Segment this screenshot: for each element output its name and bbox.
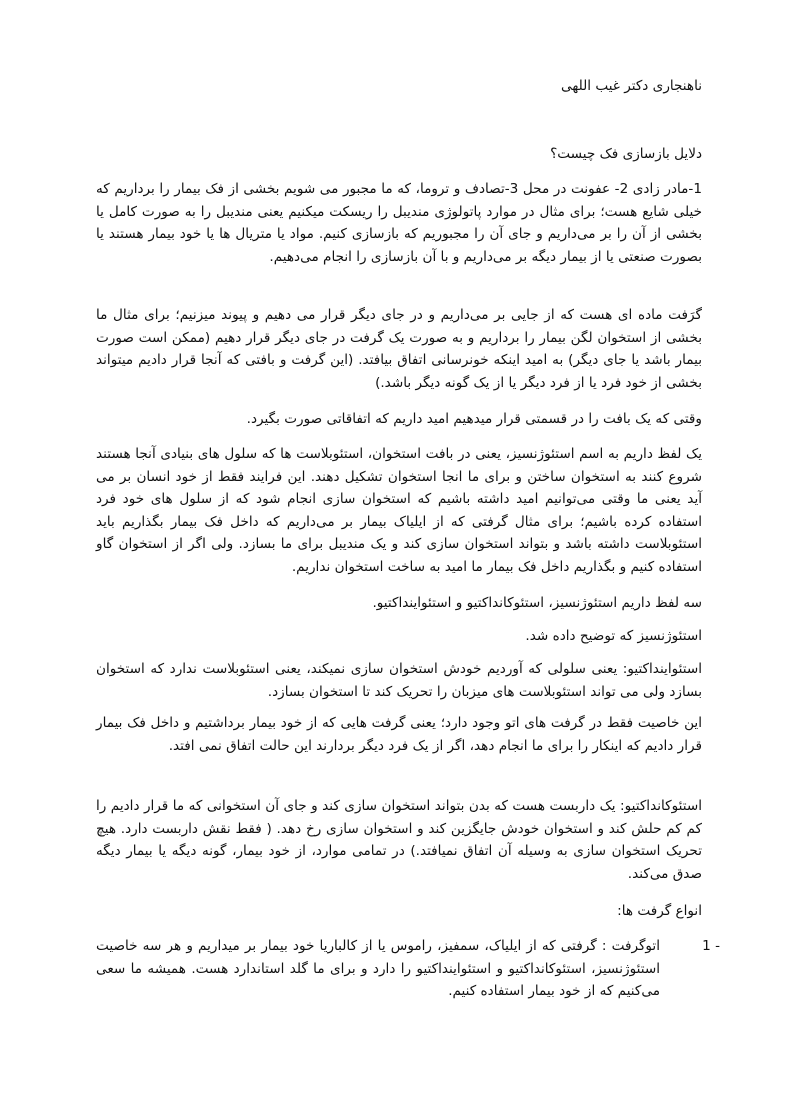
paragraph-5: سه لفظ داریم استئوژنسیز، استئوکانداکتیو و استئواینداکتیو.: [372, 595, 702, 611]
paragraph-10: انواع گرفت ها:: [617, 903, 702, 919]
paragraph-4: یک لفظ داریم به اسم استئوژنسیز، یعنی در بافت استخوان، استئوبلاست ها که سلول های بنیادی آنجا هستند شروع کنند به استخوان ساختن و برای ما انجا استخوان تشکیل دهند. این فرایند فقط از خود انسان بر می آید یعنی ما وقتی می‌توانیم امید داشته باشیم که استخوان سازی انجام شود که از سلول های خود فرد استفاده کرده باشیم؛ برای مثال گرفتی که از ایلیاک بیمار بر می‌داریم که داخل فک بیمار بگذاریم باید استئوبلاست داشته باشد و بتواند استخوان سازی کند و یک مندیبل برای ما بسازد. ولی اگر از استخوان گاو استفاده کنیم و بگذاریم داخل فک بیمار ما امید به ساخت استخوان نداریم.: [96, 446, 702, 575]
document-header: ناهنجاری دکتر غیب اللهی: [561, 78, 702, 94]
paragraph-3: وقتی که یک بافت را در قسمتی قرار میدهیم امید داریم که اتفاقاتی صورت بگیرد.: [246, 411, 702, 427]
paragraph-7: استئواینداکتیو: یعنی سلولی که آوردیم خودش استخوان سازی نمیکند، یعنی استئوبلاست ندارد که استخوان بسازد ولی می تواند استئوبلاست های میزبان را تحریک کند تا استخوان بسازد.: [96, 661, 702, 700]
paragraph-1: 1-مادر زادی 2- عفونت در محل 3-تصادف و تروما، که ما مجبور می شویم بخشی از فک بیمار را برداریم که خیلی شایع هست؛ برای مثال در موارد پاتولوژی مندیبل را ریسکت میکنیم یعنی مندیبل را به صورت کامل یا بخشی از آن را بر می‌داریم و جای آن را مجبوریم که بازسازی کنیم. مواد یا متریال ها یا خود بیمار هستند یا بصورت صنعتی یا از بیمار دیگه بر می‌داریم و با آن بازسازی را انجام می‌دهیم.: [96, 181, 702, 265]
paragraph-6: استئوژنسیز که توضیح داده شد.: [525, 628, 702, 644]
paragraph-9: استئوکانداکتیو: یک داربست هست که بدن بتواند استخوان سازی کند و جای آن استخوانی که ما قرار دادیم را کم کم حلش کند و استخوان خودش جایگزین کند و استخوان سازی رخ دهد. ( فقط نقش داربست دارد. هیچ تحریک استخوان سازی به وسیله آن اتفاق نمیافتد.) در تمامی موارد، از خود بیمار، گونه دیگه یا بیمار دیگه صدق می‌کند.: [96, 798, 702, 882]
list-item: [96, 935, 720, 1003]
list-item-text: اتوگرفت : گرفتی که از ایلیاک، سمفیز، راموس یا از کالباریا خود بیمار بر میداریم و هر سه خاصیت استئوژنسیز، استئوکانداکتیو و استئواینداکتیو را دارد و برای ما گلد استاندارد هست. همیشه ما سعی می‌کنیم که از خود بیمار استفاده کنیم.: [96, 938, 660, 999]
paragraph-2: گرَفت ماده ای هست که از جایی بر می‌داریم و در جای دیگر قرار می دهیم و پیوند میزنیم؛ برای مثال ما بخشی از استخوان لگن بیمار را برداریم و به صورت یک گرفت در جای دیگر قرار دهیم (ممکن است صورت بیمار باشد یا جای دیگر) به امید اینکه خونرسانی اتفاق بیافتد. (این گرفت و بافتی که آنجا قرار دادیم میتواند بخشی از خود فرد یا از فرد دیگر یا از یک گونه دیگر باشد.): [96, 307, 702, 391]
section-title: دلایل بازسازی فک چیست؟: [550, 146, 702, 162]
list-item-number: 1 -: [702, 938, 720, 954]
paragraph-8: این خاصیت فقط در گرفت های اتو وجود دارد؛ یعنی گرفت هایی که از خود بیمار برداشتیم و داخل فک بیمار قرار دادیم که اینکار را برای ما انجام دهد، اگر از یک فرد دیگر بردارند این حالت اتفاق نمی افتد.: [96, 715, 702, 754]
